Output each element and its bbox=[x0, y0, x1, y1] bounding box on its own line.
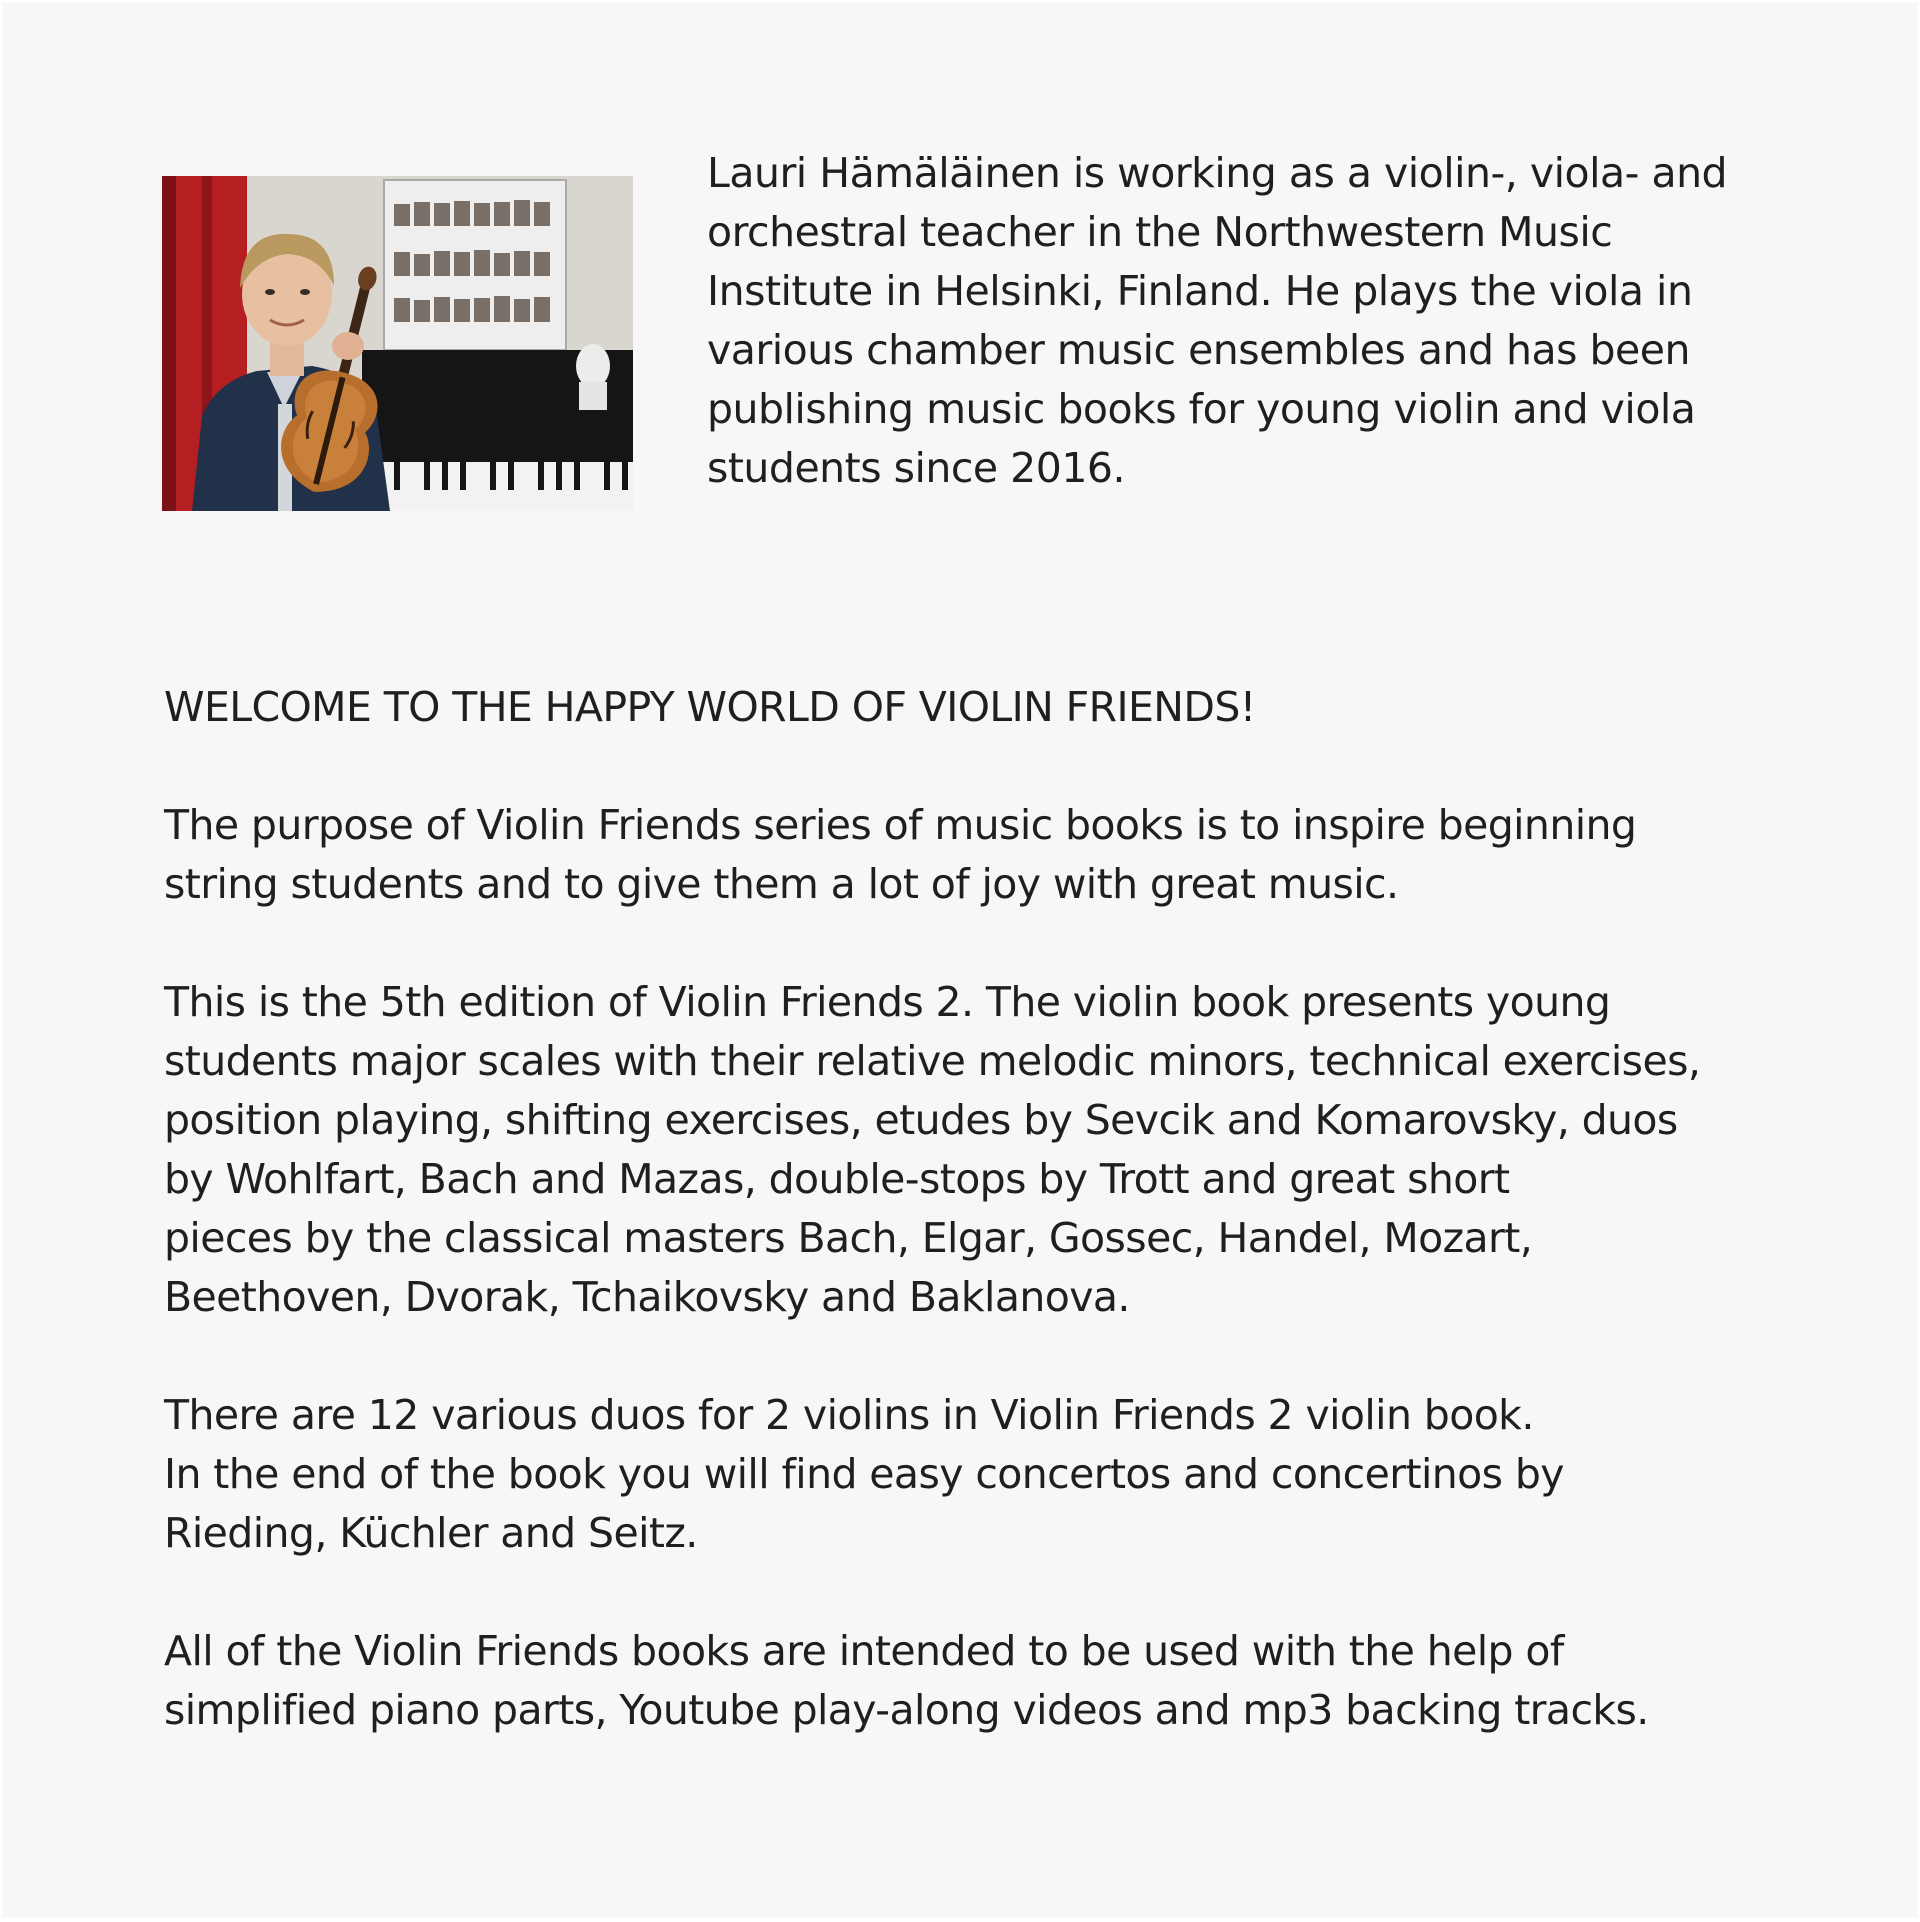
edition-paragraph: This is the 5th edition of Violin Friends 2. The violin book presents young students major scales with their relative melodic minors, technical exercises, position playing, shifting exercises, etudes by Sevcik and Komarovsky, duos by Wohlfart, Bach and Mazas, double-stops by Trott and great short pieces by the classical masters Bach, Elgar, Gossec, Handel, Mozart, Beethoven, Dvorak, Tchaikovsky and Baklanova. bbox=[164, 978, 1701, 1321]
book-description bbox=[164, 678, 1824, 1799]
page bbox=[2, 2, 1918, 1918]
resources-paragraph: All of the Violin Friends books are intended to be used with the help of simplified piano parts, Youtube play-along videos and mp3 backing tracks. bbox=[164, 1627, 1649, 1734]
author-photo-illustration bbox=[162, 176, 633, 511]
author-bio: Lauri Hämäläinen is working as a violin-, viola- and orchestral teacher in the Northwestern Music Institute in Helsinki, Finland. He plays the viola in various chamber music ensembles and has been publishing music books for young violin and viola students since 2016. bbox=[707, 149, 1728, 492]
duos-paragraph: There are 12 various duos for 2 violins in Violin Friends 2 violin book. In the end of the book you will find easy concertos and concertinos by Rieding, Küchler and Seitz. bbox=[164, 1391, 1564, 1557]
welcome-heading: WELCOME TO THE HAPPY WORLD OF VIOLIN FRIENDS! bbox=[164, 683, 1256, 731]
author-photo bbox=[162, 176, 633, 511]
purpose-paragraph: The purpose of Violin Friends series of music books is to inspire beginning string students and to give them a lot of joy with great music. bbox=[164, 801, 1637, 908]
